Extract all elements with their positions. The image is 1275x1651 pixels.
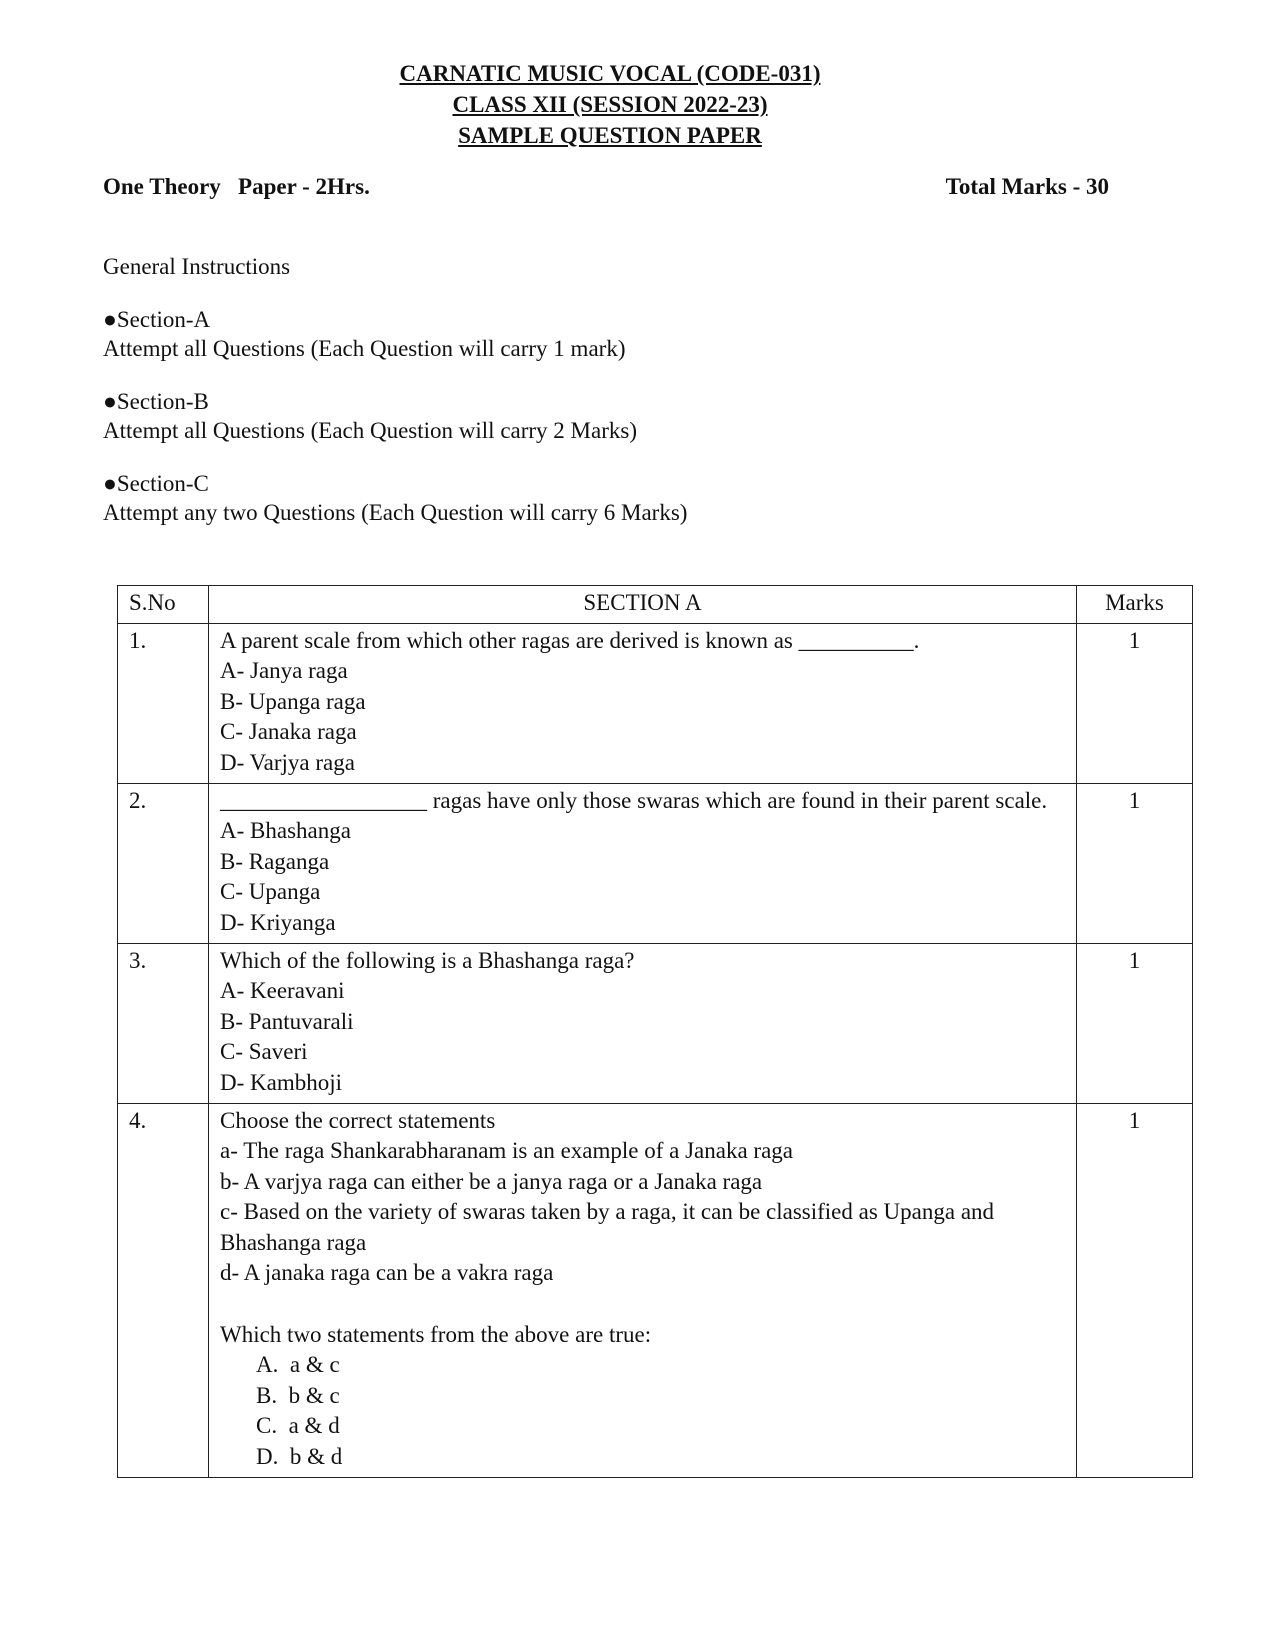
option: A- Keeravani bbox=[220, 978, 345, 1004]
section-a-text: Attempt all Questions (Each Question will carry 1 mark) bbox=[103, 336, 626, 361]
option: C- Upanga bbox=[220, 879, 321, 905]
section-c-label: ●Section-C bbox=[103, 471, 209, 496]
question-cell bbox=[209, 783, 1077, 943]
question-row bbox=[118, 1103, 1193, 1477]
option: B- Pantuvarali bbox=[220, 1008, 354, 1034]
title-block bbox=[0, 58, 1220, 151]
class-session: CLASS XII (SESSION 2022-23) bbox=[452, 92, 768, 117]
paper-duration: One Theory Paper - 2Hrs. bbox=[103, 174, 370, 199]
option: C- Janaka raga bbox=[220, 719, 357, 745]
statement: b- A varjya raga can either be a janya raga or a Janaka raga bbox=[220, 1168, 763, 1194]
question-text: Choose the correct statements bbox=[220, 1107, 496, 1133]
question-cell bbox=[209, 943, 1077, 1103]
question-number: 1. bbox=[118, 623, 209, 783]
header-sno: S.No bbox=[118, 586, 209, 624]
section-b-label: ●Section-B bbox=[103, 389, 209, 414]
section-b-text: Attempt all Questions (Each Question will carry 2 Marks) bbox=[103, 418, 637, 443]
general-instructions bbox=[103, 252, 687, 551]
statement: c- Based on the variety of swaras taken by a raga, it can be classified as Upanga and Bhashanga raga bbox=[220, 1199, 995, 1255]
option: A- Janya raga bbox=[220, 658, 348, 684]
header-section: SECTION A bbox=[209, 586, 1077, 624]
instruction-section-b bbox=[103, 387, 687, 445]
question-cell bbox=[209, 1103, 1077, 1477]
question-cell bbox=[209, 623, 1077, 783]
section-c-text: Attempt any two Questions (Each Question will carry 6 Marks) bbox=[103, 500, 688, 525]
option: B- Upanga raga bbox=[220, 688, 366, 714]
question-row bbox=[118, 623, 1193, 783]
header-marks: Marks bbox=[1077, 586, 1193, 624]
table-header-row bbox=[118, 586, 1193, 624]
statement: d- A janaka raga can be a vakra raga bbox=[220, 1260, 554, 1286]
section-a-table bbox=[117, 585, 1193, 1478]
question-marks: 1 bbox=[1077, 1103, 1193, 1477]
section-a-label: ●Section-A bbox=[103, 307, 211, 332]
question-number: 2. bbox=[118, 783, 209, 943]
instruction-section-c bbox=[103, 469, 687, 527]
meta-row bbox=[103, 174, 1109, 200]
question-text: A parent scale from which other ragas are derived is known as __________. bbox=[220, 627, 920, 653]
question-row bbox=[118, 783, 1193, 943]
question-marks: 1 bbox=[1077, 783, 1193, 943]
option: C. a & d bbox=[256, 1413, 340, 1439]
question-text: __________________ ragas have only those swaras which are found in their parent scale. bbox=[220, 787, 1048, 813]
question-prompt: Which two statements from the above are true: bbox=[220, 1321, 652, 1347]
question-row bbox=[118, 943, 1193, 1103]
option: B- Raganga bbox=[220, 848, 330, 874]
total-marks: Total Marks - 30 bbox=[945, 174, 1109, 199]
option: D- Kriyanga bbox=[220, 909, 336, 935]
instructions-heading: General Instructions bbox=[103, 254, 291, 279]
paper-title: CARNATIC MUSIC VOCAL (CODE-031) bbox=[399, 61, 821, 86]
option: D. b & d bbox=[256, 1444, 343, 1470]
question-number: 3. bbox=[118, 943, 209, 1103]
question-marks: 1 bbox=[1077, 623, 1193, 783]
question-marks: 1 bbox=[1077, 943, 1193, 1103]
instruction-section-a bbox=[103, 305, 687, 363]
question-number: 4. bbox=[118, 1103, 209, 1477]
option: D- Varjya raga bbox=[220, 749, 355, 775]
statement: a- The raga Shankarabharanam is an example of a Janaka raga bbox=[220, 1138, 794, 1164]
option: B. b & c bbox=[256, 1382, 340, 1408]
option: A. a & c bbox=[256, 1352, 340, 1378]
spacer bbox=[220, 1289, 1065, 1320]
option: D- Kambhoji bbox=[220, 1069, 343, 1095]
option: C- Saveri bbox=[220, 1039, 308, 1065]
paper-type: SAMPLE QUESTION PAPER bbox=[458, 123, 762, 148]
question-text: Which of the following is a Bhashanga raga? bbox=[220, 947, 635, 973]
option: A- Bhashanga bbox=[220, 818, 351, 844]
